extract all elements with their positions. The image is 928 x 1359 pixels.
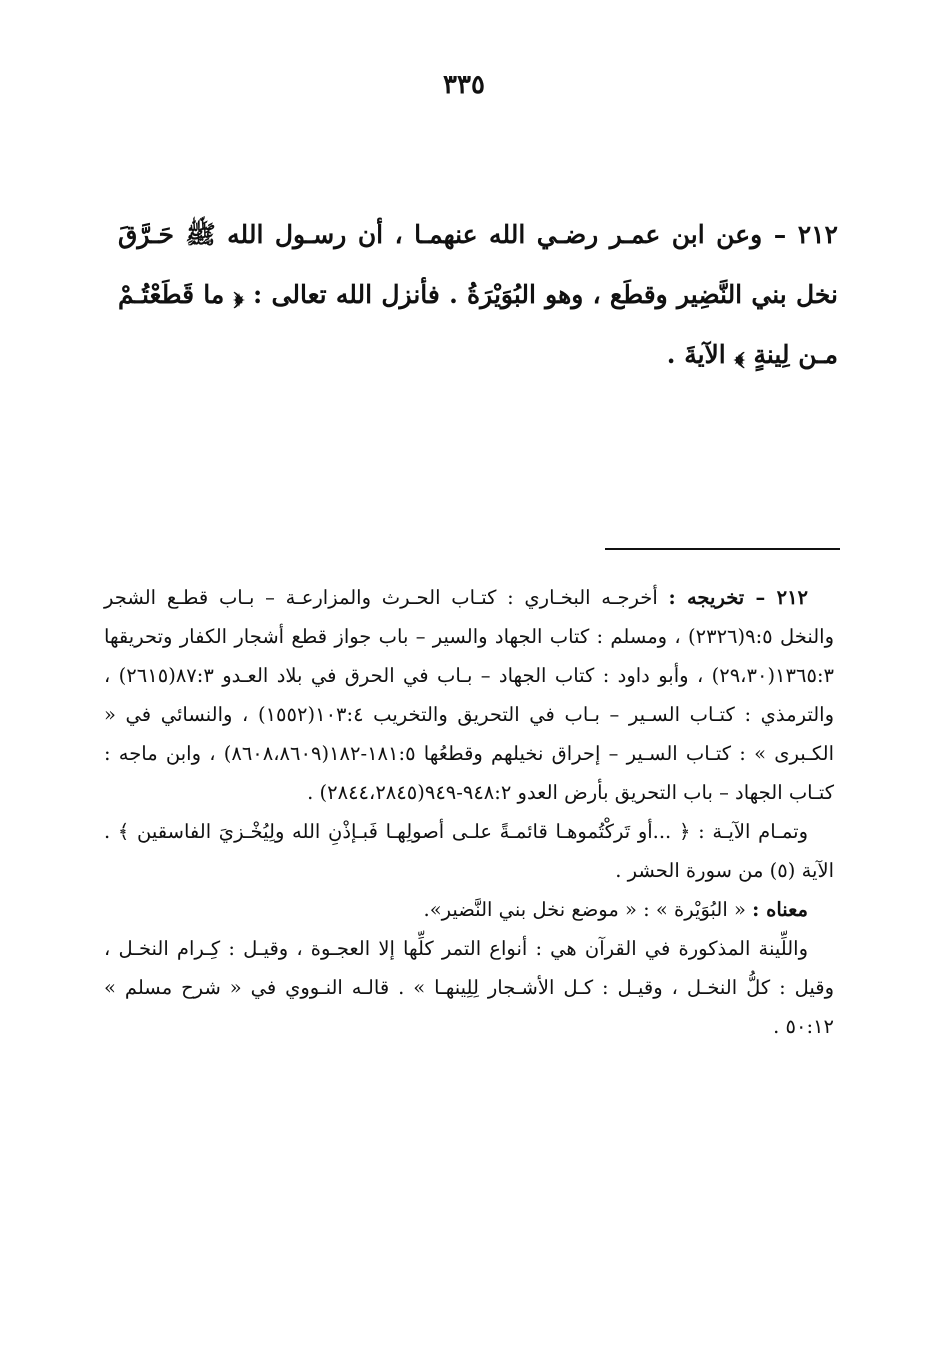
footnote-lina <box>104 929 834 1046</box>
footnote-takhrij <box>104 578 834 812</box>
hadith-paragraph <box>118 205 838 385</box>
lina-text: واللِّينة المذكورة في القرآن هي : أنواع التمر كلِّها إلا العجـوة ، وقيـل : كِـرام النخـل ، وقيل : كلُّ النخـل ، وقيـل : كـل الأشـجار لِلِينهـا » . قالـه النـووي في « شرح مسلم » ٥٠:١٢ . <box>104 937 834 1038</box>
footnote-tamam-ayah <box>104 812 834 890</box>
hadith-body: وعن ابن عمـر رضـي الله عنهمـا ، أن رسـول الله ﷺ حَـرَّقَ نخل بني النَّضِير وقطَع ، وهو البُوَيْرَةُ . فأنزل الله تعالى : ﴿ ما قَطَعْتُـمْ مـن لِينةٍ ﴾ الآيةَ . <box>118 220 838 369</box>
footnote-maanah <box>104 890 834 929</box>
takhrij-label: ٢١٢ – تخريجه : <box>668 586 809 609</box>
maanah-label: معناه : <box>752 898 808 921</box>
page-number: ٣٣٥ <box>443 70 485 100</box>
takhrij-text: أخرجـه البخـاري : كتـاب الحـرث والمزارعـة – بـاب قطـع الشجر والنخل ٩:٥(٢٣٢٦) ، ومسلم : كتاب الجهاد والسير – باب جواز قطع أشجار الكفار وتحريقها ١٣٦٥:٣(٢٩،٣٠) ، وأبو داود : كتاب الجهاد – بـاب في الحرق في بلاد العـدو ٨٧:٣(٢٦١٥) ، والترمذي : كتـاب السـير – بـاب في التحريق والتخريب ١٠٣:٤(١٥٥٢) ، والنسائي في « الكـبرى » : كتـاب السـير – إحراق نخيلهم وقطعُها ١٨١:٥-١٨٢(٨٦٠٨،٨٦٠٩) ، وابن ماجه : كتـاب الجهاد – باب التحريق بأرض العدو ٩٤٨:٢-٩٤٩(٢٨٤٤،٢٨٤٥) . <box>104 586 834 804</box>
maanah-text: « البُوَيْرة » : « موضع نخل بني النَّضير». <box>423 898 746 921</box>
footnotes-block <box>104 578 834 1046</box>
footnote-separator <box>605 548 840 550</box>
tamam-text: وتمـام الآيـة : ﴿ ...أو تَركْتُموهـا قائمـةً علـى أصولِهـا فَبـإذْنِ الله ولِيُخْـزيَ الفاسقين ﴾ . الآية (٥) من سورة الحشر . <box>104 820 834 882</box>
hadith-number: ٢١٢ – <box>773 220 838 249</box>
hadith-text-block <box>118 205 838 385</box>
